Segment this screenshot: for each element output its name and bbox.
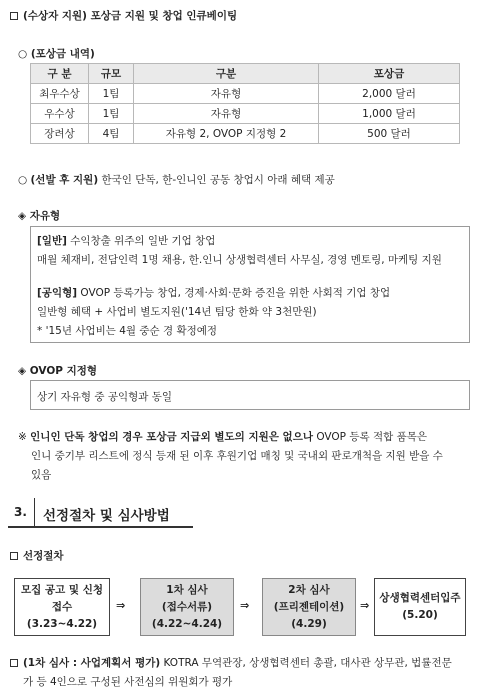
flow-step-line: (프리젠테이션) [273,600,345,613]
header-cell: 구분 [134,64,319,84]
flow-step-line: (접수서류) [161,600,213,613]
remark-text: 인니 중기부 리스트에 정식 등재 된 이후 후원기업 매칭 및 국내외 판로개척을 지원 받을 수 [31,450,443,462]
remark-line-1 [18,428,488,447]
flow-step-line: (5.20) [402,609,438,621]
header-cell: 구 분 [31,64,89,84]
ovop-title: ◈ OVOP 지정형 [18,365,98,377]
free-type-box [30,226,470,343]
prize-title: ○ (포상금 내역) [18,48,95,60]
first-review-text: 가 등 4인으로 구성된 사전심의 위원회가 평가 [23,676,233,688]
flow-arrow-icon: ⇒ [240,599,250,612]
first-review-bold: (1차 심사 : 사업계획서 평가) [23,657,161,669]
flow-arrow-icon: ⇒ [116,599,126,612]
flow-step-application [14,578,110,636]
general-label: [일반] [37,235,67,247]
public-text: OVOP 등록가능 창업, 경제·사회·문화 증진을 위한 사회적 기업 창업 [80,287,391,299]
first-review-text: KOTRA 무역관장, 상생협력센터 총괄, 대사관 상무관, 법률전문 [163,657,452,669]
first-review-line-1 [10,654,494,673]
prize-table [30,63,460,144]
table-cell: 1,000 달러 [319,104,460,124]
flow-step-line: 2차 심사 [288,583,330,596]
flow-step-line: 모집 공고 및 신청 [21,583,103,596]
flow-step-line: 상생협력센터입주 [379,592,461,604]
header-cell: 포상금 [319,64,460,84]
remark [18,428,488,485]
table-header-row [31,64,460,84]
table-cell: 우수상 [31,104,89,124]
checkbox-square-icon [10,12,18,20]
section-3-heading [8,498,193,528]
header-cell: 규모 [89,64,134,84]
ovop-text: 상기 자유형 중 공익형과 동일 [37,391,173,403]
flow-step-first-review [140,578,234,636]
first-review [10,654,494,689]
section-divider [34,498,35,526]
post-support-text: 한국인 단독, 한-인니인 공동 창업시 아래 혜택 제공 [101,174,335,186]
free-type-title: ◈ 자유형 [18,210,61,222]
table-cell: 2,000 달러 [319,84,460,104]
general-line [37,232,463,251]
table-cell: 자유형 2, OVOP 지정형 2 [134,124,319,144]
section-heading: (수상자 지원) 포상금 지원 및 창업 인큐베이팅 [10,8,237,23]
flow-step-line: (4.29) [291,617,327,630]
remark-text: 있음 [31,469,52,481]
table-cell: 1팀 [89,84,134,104]
checkbox-square-icon [10,552,18,560]
flow-step-second-review [262,578,356,636]
table-cell: 자유형 [134,104,319,124]
table-cell: 자유형 [134,84,319,104]
post-support-line [18,172,335,187]
remark-bold: 인니인 단독 창업의 경우 포상금 지급외 별도의 지원은 없으나 [30,431,313,443]
table-row [31,104,460,124]
remark-mark: ※ [18,431,27,443]
flow-step-line: (4.22~4.24) [151,617,223,630]
flow-step-line: 1차 심사 [166,583,208,596]
table-cell: 장려상 [31,124,89,144]
diamond-bullet-icon: ◈ [18,210,30,222]
schedule-note: * '15년 사업비는 4월 중순 경 확정예정 [37,325,218,337]
public-line [37,284,463,303]
post-support-label: (선발 후 지원) [30,174,99,186]
ovop-box [30,380,470,410]
remark-text: OVOP 등록 적합 품목은 [316,431,428,443]
section-number: 3. [14,505,27,519]
circle-bullet-icon: ○ [18,174,31,186]
table-cell: 500 달러 [319,124,460,144]
flow-step-line: (3.23~4.22) [26,617,98,630]
table-cell: 1팀 [89,104,134,124]
checkbox-square-icon [10,659,18,667]
flow-step-move-in [374,578,466,636]
section-title: 선정절차 및 심사방법 [43,508,170,524]
circle-bullet-icon: ○ [18,48,31,60]
flow-arrow-icon: ⇒ [360,599,370,612]
table-cell: 최우수상 [31,84,89,104]
diamond-bullet-icon: ◈ [18,365,30,377]
general-detail: 매월 체재비, 전담인력 1명 채용, 한.인니 상생협력센터 사무실, 경영 멘토링, 마케팅 지원 [37,254,442,266]
procedure-title: 선정절차 [10,548,64,563]
general-text: 수익창출 위주의 일반 기업 창업 [70,235,216,247]
public-detail: 일반형 혜택 + 사업비 별도지원('14년 팀당 한화 약 3천만원) [37,306,317,318]
flow-step-line: 접수 [51,600,73,613]
table-row [31,124,460,144]
table-cell: 4팀 [89,124,134,144]
table-row [31,84,460,104]
public-label: [공익형] [37,287,78,299]
